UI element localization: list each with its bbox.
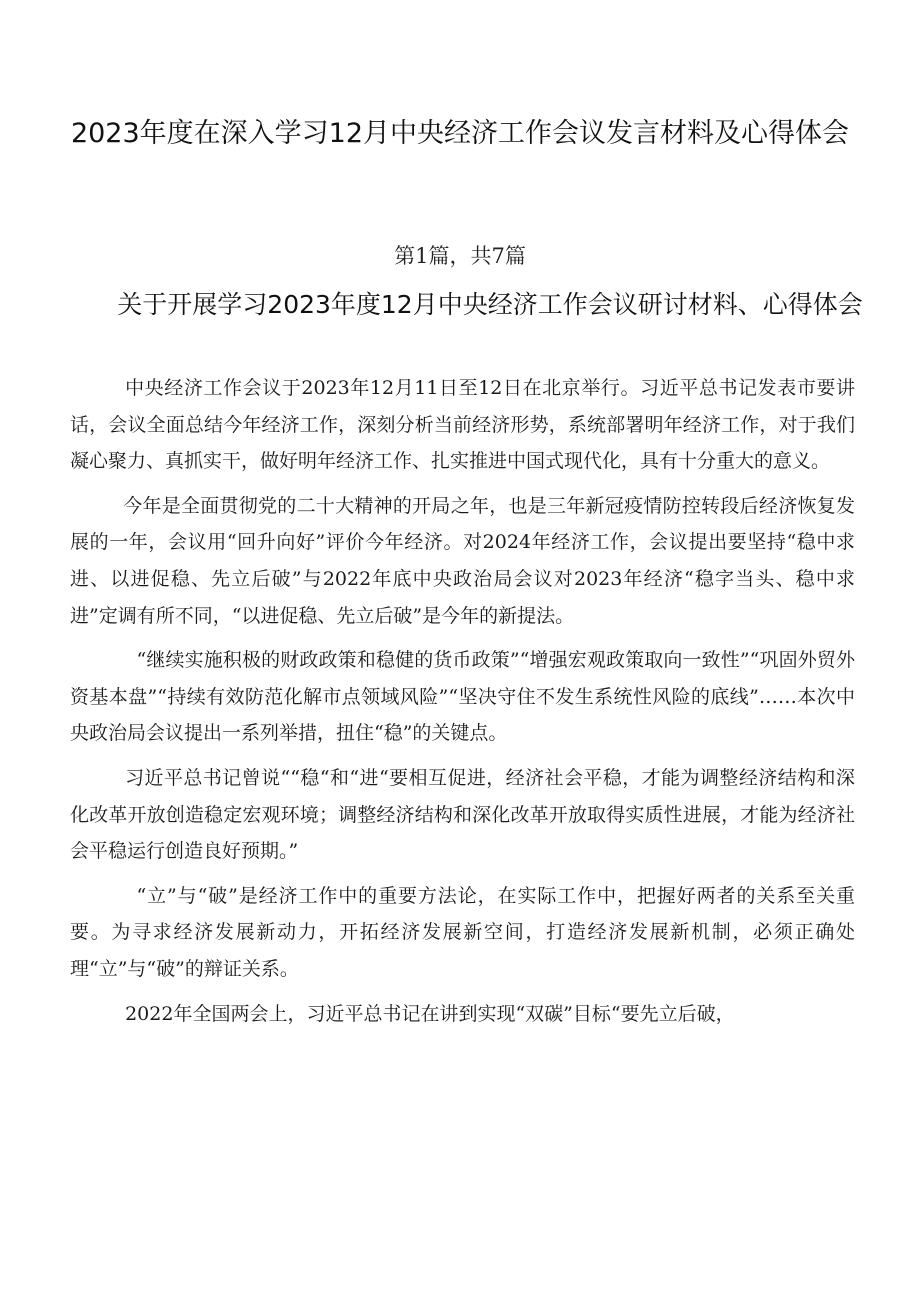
- paragraph: 今年是全面贯彻党的二十大精神的开局之年，也是三年新冠疫情防控转段后经济恢复发展的一年，会议用“回升向好”评价今年经济。对2024年经济工作，会议提出要坚持“稳中求进、以进促稳、先立后破”与2022年底中央政治局会议对2023年经济“稳字当头、稳中求进”定调有所不同，“以进促稳、先立后破”是今年的新提法。: [70, 494, 855, 627]
- paragraph: 中央经济工作会议于2023年12月11日至12日在北京举行。习近平总书记发表市要讲话，会议全面总结今年经济工作，深刻分析当前经济形势，系统部署明年经济工作，对于我们凝心聚力、真抓实干，做好明年经济工作、扎实推进中国式现代化，具有十分重大的意义。: [70, 377, 855, 473]
- document-title: 2023年度在深入学习12月中央经济工作会议发言材料及心得体会: [70, 118, 850, 149]
- paragraph: “立”与“破”是经济工作中的重要方法论，在实际工作中，把握好两者的关系至关重要。为寻求经济发展新动力，开拓经济发展新空间，打造经济发展新机制，必须正确处理“立”与“破”的辩证关系。: [70, 884, 855, 980]
- article-body: [70, 370, 855, 1040]
- section-info: 第1篇，共7篇: [394, 244, 526, 268]
- paragraph: 2022年全国两会上，习近平总书记在讲到实现“双碳”目标“要先立后破，: [125, 1002, 735, 1025]
- article-title: 关于开展学习2023年度12月中央经济工作会议研讨材料、心得体会: [117, 290, 863, 319]
- paragraph: 习近平总书记曾说““稳“和“进“要相互促进，经济社会平稳，才能为调整经济结构和深化改革开放创造稳定宏观环境；调整经济结构和深化改革开放取得实质性进展，才能为经济社会平稳运行创造良好预期。”: [70, 766, 855, 863]
- paragraph: “继续实施积极的财政政策和稳健的货币政策”“增强宏观政策取向一致性”“巩固外贸外资基本盘”“持续有效防范化解市点领域风险”“坚决守住不发生系统性风险的底线”……本次中央政治局会议提出一系列举措，扭住“稳”的关键点。: [70, 649, 855, 745]
